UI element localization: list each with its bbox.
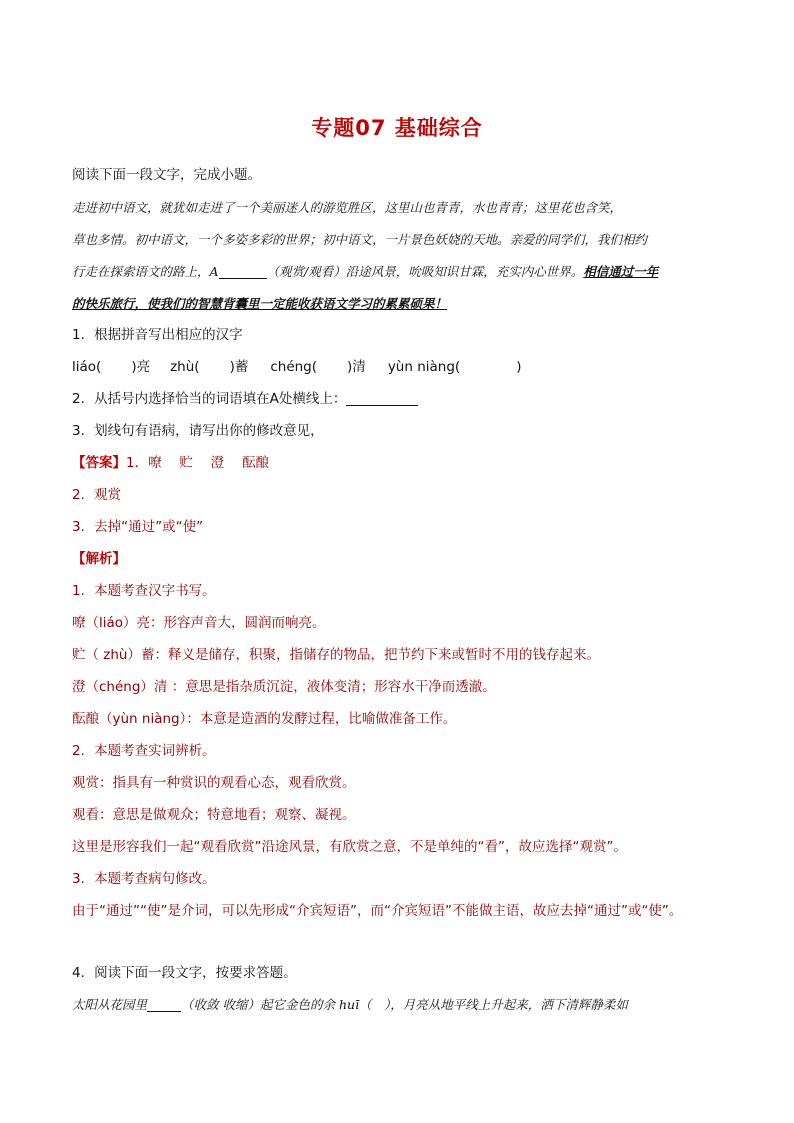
pinyin-liao-end: )亮 — [131, 359, 151, 375]
answer-label: 【答案】 — [72, 455, 126, 471]
question-4-blank — [147, 997, 181, 1012]
question-4-text-start: 太阳从花园里 — [72, 997, 148, 1012]
analysis-line-1: 1．本题考查汉字书写。 — [72, 583, 216, 599]
question-2 — [72, 389, 722, 409]
passage-line-3-start: 行走在探索语文的路上，A — [72, 264, 219, 279]
pinyin-row — [72, 357, 722, 377]
analysis-line-10: 3．本题考查病句修改。 — [72, 871, 216, 887]
analysis-line-6: 2．本题考查实词辨析。 — [72, 743, 216, 759]
passage-line-2: 草也多情。初中语文，一个多姿多彩的世界；初中语文，一片景色妖娆的天地。亲爱的同学们，我们相约 — [72, 232, 648, 247]
underlined-sentence-start: 相信通过一年 — [583, 264, 659, 279]
analysis-line-3: 贮（ zhù）蓄：释义是储存，积聚，指储存的物品，把节约下来或暂时不用的钱存起来。 — [72, 647, 600, 663]
question-1: 1．根据拼音写出相应的汉字 — [72, 327, 243, 343]
analysis-line-7: 观赏：指具有一种赏识的观看心态，观看欣赏。 — [72, 775, 356, 791]
pinyin-cheng: chéng( — [270, 359, 318, 375]
question-3: 3．划线句有语病，请写出你的修改意见， — [72, 423, 324, 439]
pinyin-yunniang-end: ) — [516, 359, 522, 375]
answer-line-2: 2．观赏 — [72, 487, 122, 503]
blank-a — [219, 264, 267, 279]
analysis-line-9: 这里是形容我们一起“观看欣赏”沿途风景，有欣赏之意，不是单纯的“看”，故应选择“观赏”。 — [72, 839, 627, 855]
passage-line-3-middle: （观赏/观看）沿途风景，吮吸知识甘霖，充实内心世界。 — [266, 264, 584, 279]
analysis-line-5: 酝酿（yùn niàng）：本意是造酒的发酵过程，比喻做准备工作。 — [72, 711, 457, 727]
answer-line-1 — [72, 453, 722, 473]
pinyin-liao: liáo( — [72, 359, 102, 375]
answer-1: 1．嘹 贮 澄 酝酿 — [126, 455, 269, 471]
page-title: 专题07 基础综合 — [311, 116, 483, 140]
pinyin-zhu-end: )蓄 — [229, 359, 249, 375]
passage-line-3 — [72, 262, 722, 282]
pinyin-zhu: zhù( — [170, 359, 200, 375]
question-4-text — [72, 995, 722, 1015]
analysis-label: 【解析】 — [72, 551, 126, 567]
answer-blank — [346, 391, 418, 406]
analysis-line-4: 澄（chéng）清 ：意思是指杂质沉淀，液体变清；形容水干净而透澈。 — [72, 679, 496, 695]
intro-text: 阅读下面一段文字，完成小题。 — [72, 167, 261, 183]
pinyin-yunniang: yùn niàng( — [387, 359, 461, 375]
question-4-title: 4．阅读下面一段文字，按要求答题。 — [72, 965, 297, 981]
analysis-line-2: 嘹（liáo）亮：形容声音大，圆润而响亮。 — [72, 615, 326, 631]
passage-line-1: 走进初中语文，就犹如走进了一个美丽迷人的游览胜区，这里山也青青，水也青青；这里花也含笑， — [72, 200, 623, 215]
analysis-line-8: 观看：意思是做观众；特意地看；观察、凝视。 — [72, 807, 356, 823]
answer-line-3: 3．去掉“通过”或“使” — [72, 519, 204, 535]
question-4-text-rest: （收敛 收缩）起它金色的余 huī（ ），月亮从地平线上升起来，洒下清辉静柔如 — [181, 997, 628, 1012]
underlined-sentence-end: 的快乐旅行，使我们的智慧背囊里一定能收获语文学习的累累硕果！ — [72, 296, 448, 311]
passage-line-4 — [72, 294, 722, 314]
pinyin-cheng-end: )清 — [347, 359, 366, 375]
question-2-text: 2．从括号内选择恰当的词语填在A处横线上： — [72, 391, 347, 407]
analysis-line-11: 由于“通过”“使”是介词，可以先形成“介宾短语”，而“介宾短语”不能做主语，故应去掉“通过”或“使”。 — [72, 903, 683, 919]
